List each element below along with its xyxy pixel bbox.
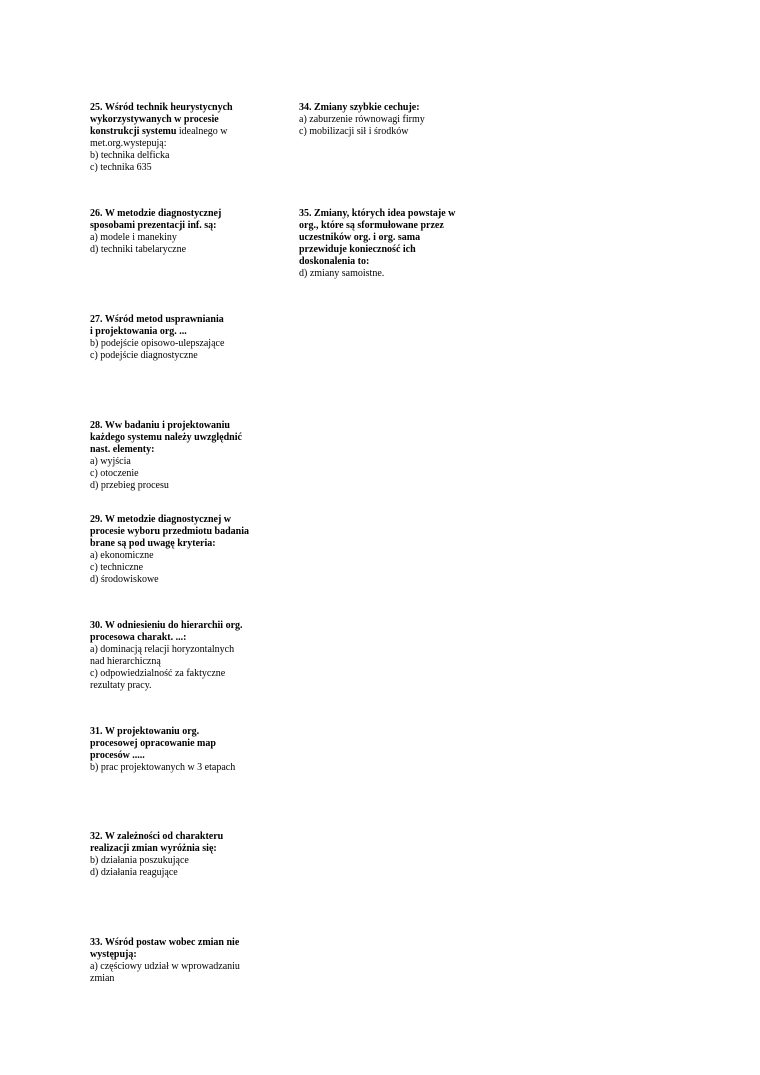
question-title: 28. Ww badaniu i projektowaniu każdego systemu należy uwzględnić nast. elementy: (90, 420, 242, 455)
question-title: 33. Wśród postaw wobec zmian nie występują: (90, 937, 240, 960)
question-25 (90, 102, 270, 174)
answer: d) zmiany samoistne. (299, 268, 385, 279)
answer: d) działania reagujące (90, 867, 178, 878)
answer: b) prac projektowanych w 3 etapach (90, 762, 236, 773)
question-title: 29. W metodzie diagnostycznej w procesie wyboru przedmiotu badania brane są pod uwagę kryteria: (90, 514, 249, 549)
answer: c) technika 635 (90, 162, 152, 173)
answer: b) podejście opisowo-ulepszające (90, 338, 225, 349)
question-title: 31. W projektowaniu org. procesowej opracowanie map procesów ..... (90, 726, 216, 761)
answer: c) odpowiedzialność za faktyczne rezultaty pracy. (90, 668, 226, 691)
question-title: 30. W odniesieniu do hierarchii org. procesowa charakt. ...: (90, 620, 243, 643)
question-27 (90, 314, 270, 362)
answer: a) ekonomiczne (90, 550, 154, 561)
answer: a) modele i manekiny (90, 232, 177, 243)
question-title: 34. Zmiany szybkie cechuje: (299, 102, 420, 113)
answer: a) wyjścia (90, 456, 131, 467)
answer: d) techniki tabelaryczne (90, 244, 187, 255)
answer: c) techniczne (90, 562, 144, 573)
question-title: 27. Wśród metod usprawniania i projektowania org. ... (90, 314, 224, 337)
answer: d) środowiskowe (90, 574, 159, 585)
answer: c) otoczenie (90, 468, 139, 479)
question-title-continuation: idealnego w met.org.wystepują: (90, 126, 228, 149)
answer: b) działania poszukujące (90, 855, 189, 866)
question-31 (90, 726, 270, 774)
answer: a) częściowy udział w wprowadzaniu zmian (90, 961, 240, 984)
question-32 (90, 831, 270, 879)
answer: a) dominacją relacji horyzontalnych nad hierarchiczną (90, 644, 235, 667)
question-29 (90, 514, 270, 586)
answer: c) podejście diagnostyczne (90, 350, 198, 361)
question-title: 32. W zależności od charakteru realizacji zmian wyróżnia się: (90, 831, 224, 854)
answer: a) zaburzenie równowagi firmy (299, 114, 425, 125)
question-title: 35. Zmiany, których idea powstaje w org., które są sformułowane przez uczestników org. i org. sama przewiduje konieczność ich doskonalenia to: (299, 208, 456, 267)
answer: c) mobilizacji sił i środków (299, 126, 409, 137)
question-title: 25. Wśród technik heurystycnych wykorzystywanych w procesie konstrukcji systemu idealnego w met.org.wystepują: (90, 102, 233, 149)
answer: b) technika delficka (90, 150, 170, 161)
question-26 (90, 208, 270, 256)
question-35 (299, 208, 479, 280)
answer: d) przebieg procesu (90, 480, 169, 491)
question-title: 26. W metodzie diagnostycznej sposobami prezentacji inf. są: (90, 208, 222, 231)
question-28 (90, 420, 270, 492)
question-34 (299, 102, 479, 138)
question-30 (90, 620, 270, 692)
question-33 (90, 937, 270, 985)
